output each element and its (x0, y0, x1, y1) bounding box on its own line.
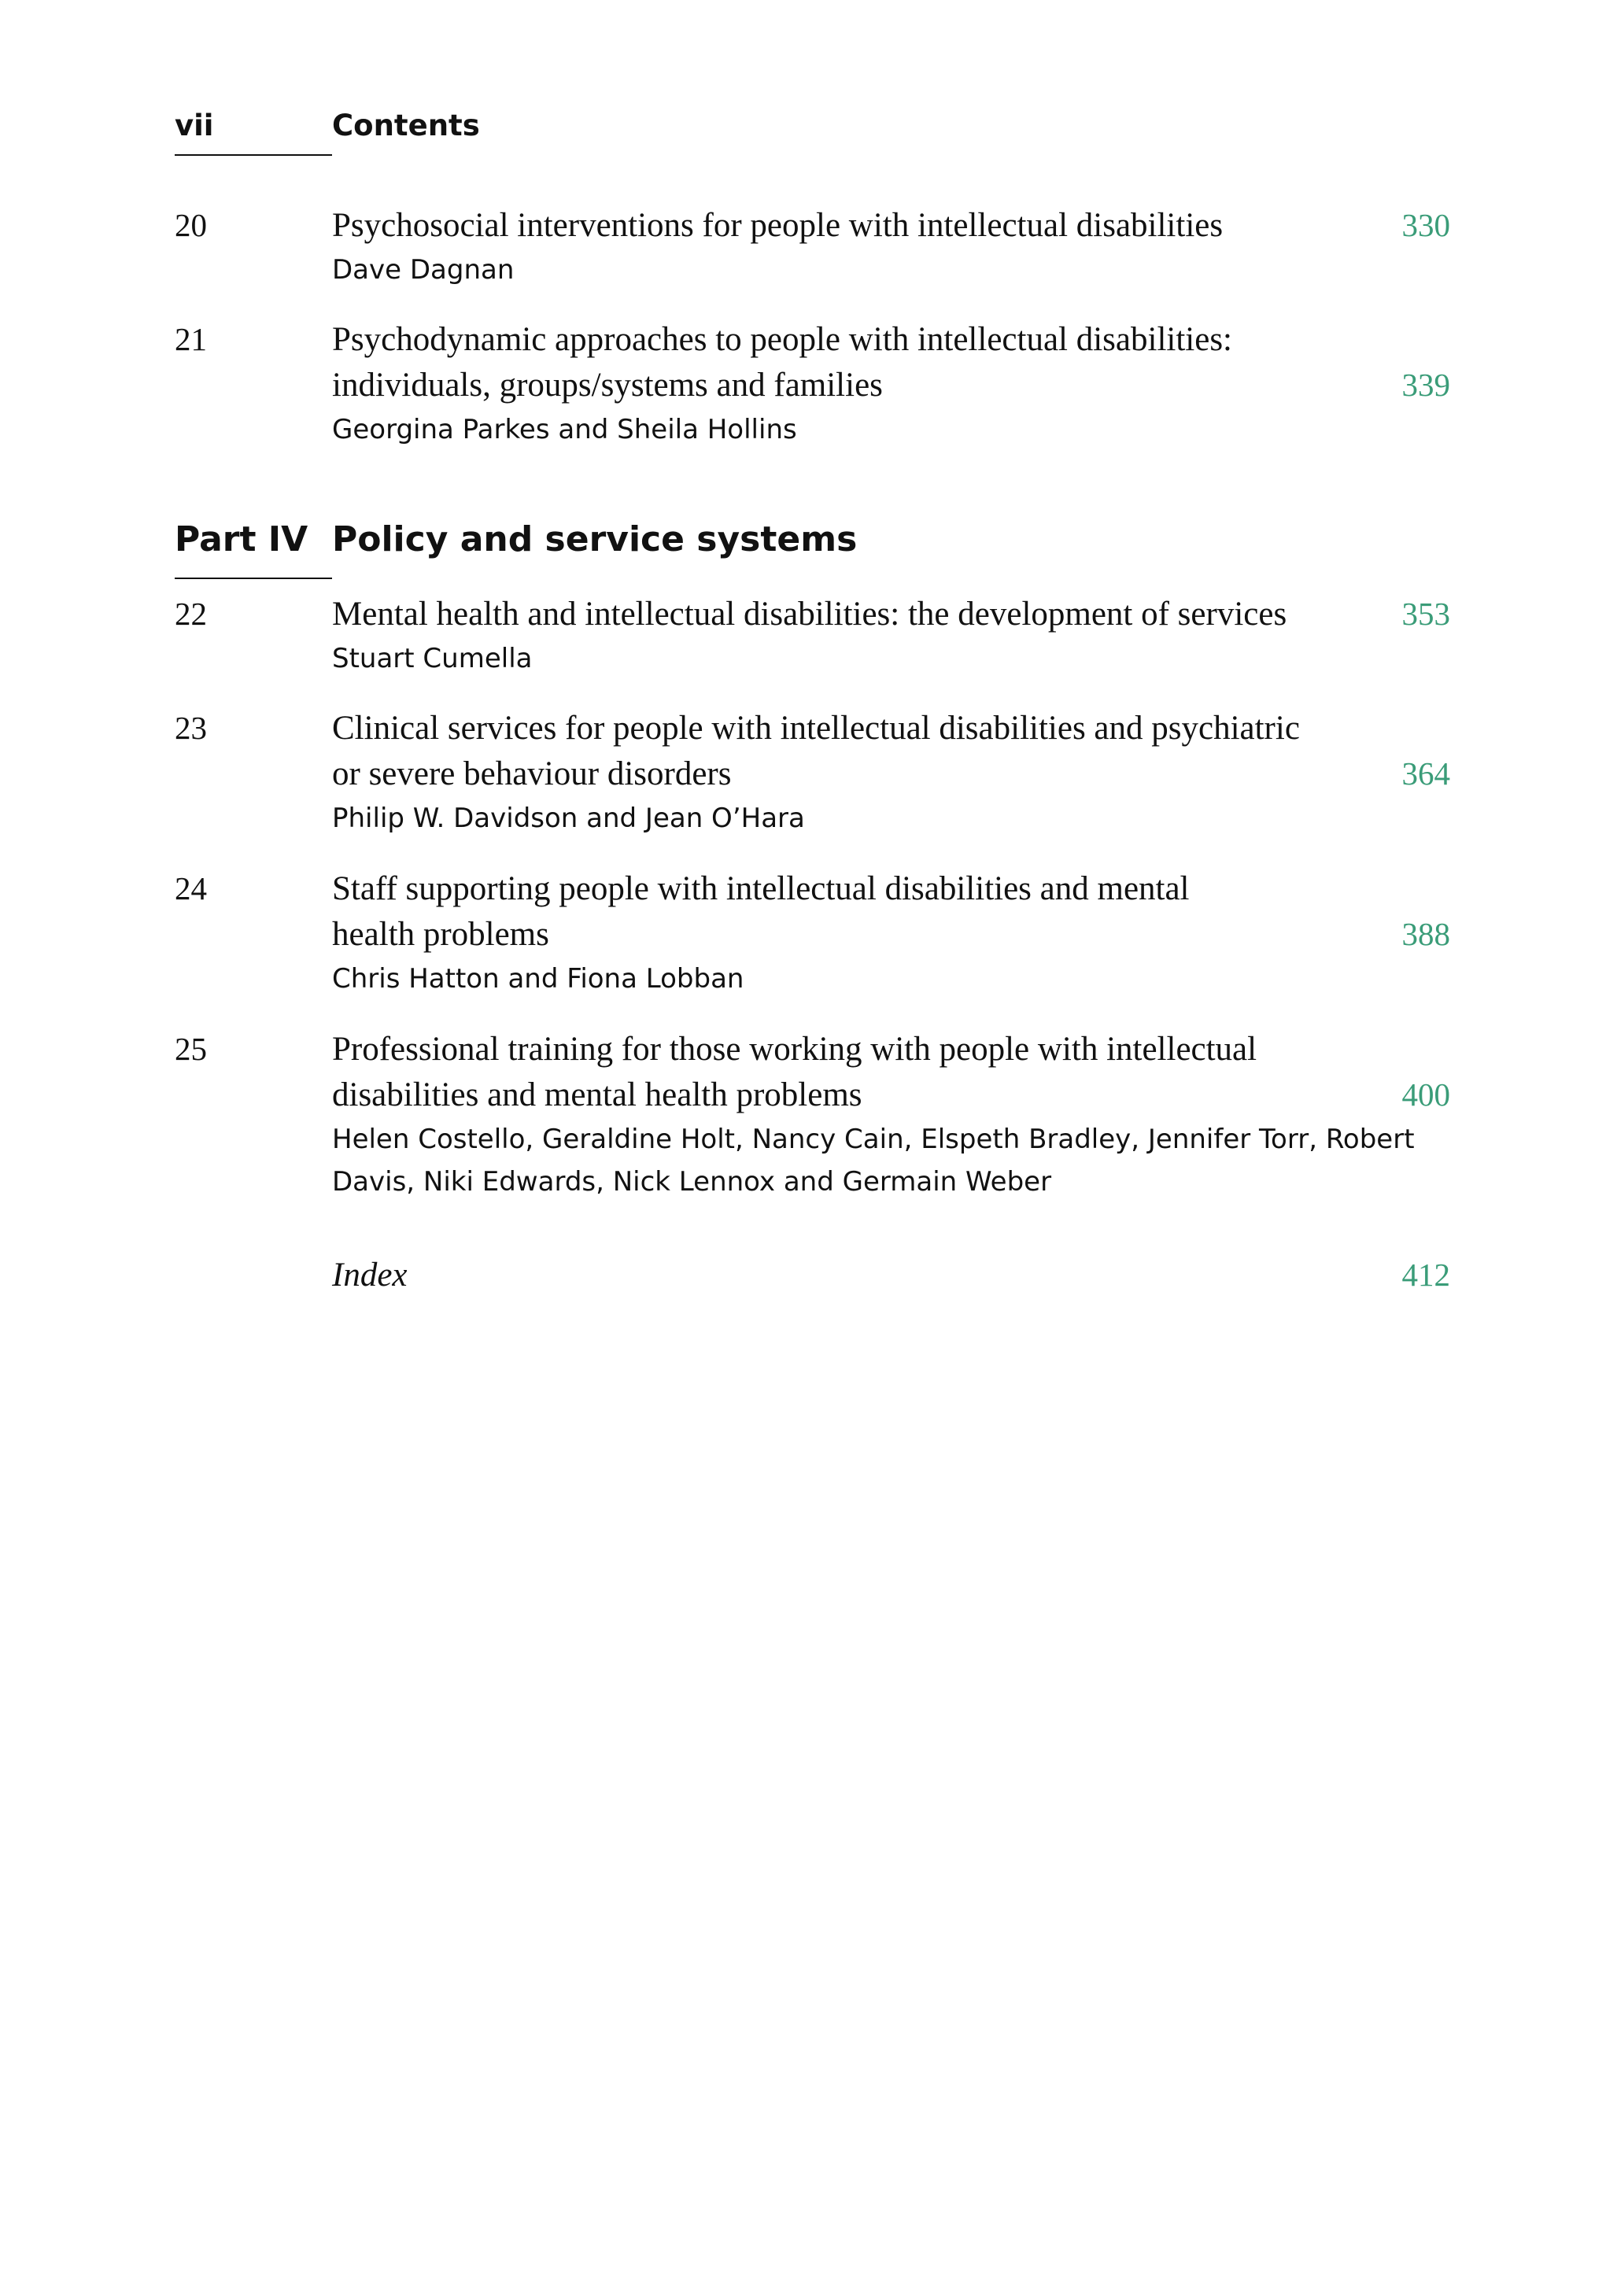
chapter-page-number[interactable]: 400 (1401, 1076, 1450, 1113)
running-page-number: vii (175, 109, 214, 142)
chapter-page-number[interactable]: 353 (1401, 596, 1450, 632)
index-label (332, 1253, 1324, 1298)
chapter-title-line: Clinical services for people with intellectual disabilities and psychiatric (332, 710, 1300, 747)
part-rule (175, 578, 332, 579)
part-title: Policy and service systems (332, 519, 858, 559)
chapter-title-line: Psychosocial interventions for people with intellectual disabilities (332, 207, 1224, 244)
chapter-number: 22 (175, 596, 207, 632)
chapter-authors (332, 797, 805, 840)
chapter-title (332, 1027, 1324, 1118)
chapter-title (332, 203, 1324, 249)
chapter-title-line: health problems (332, 916, 549, 953)
chapter-authors (332, 1118, 1415, 1203)
chapter-title (332, 317, 1324, 408)
chapter-page-number[interactable]: 364 (1401, 755, 1450, 792)
chapter-title (332, 866, 1324, 958)
chapter-title-line: or severe behaviour disorders (332, 755, 732, 792)
chapter-authors (332, 249, 514, 291)
chapter-title-line: Mental health and intellectual disabilities: the development of services (332, 596, 1287, 633)
chapter-number: 20 (175, 207, 207, 243)
index-page-number[interactable]: 412 (1401, 1257, 1450, 1293)
chapter-authors-line: Philip W. Davidson and Jean O’Hara (332, 803, 805, 834)
chapter-authors (332, 958, 744, 1000)
chapter-title-line: Staff supporting people with intellectual disabilities and mental (332, 870, 1190, 907)
chapter-title-line: Psychodynamic approaches to people with intellectual disabilities: (332, 321, 1232, 358)
chapter-authors-line: Davis, Niki Edwards, Nick Lennox and Germain Weber (332, 1166, 1052, 1198)
index-label-text: Index (332, 1257, 408, 1294)
chapter-title-line: individuals, groups/systems and families (332, 367, 883, 404)
header-rule (175, 154, 332, 156)
chapter-title-line: disabilities and mental health problems (332, 1076, 862, 1113)
part-label: Part IV (175, 519, 308, 559)
chapter-page-number[interactable]: 339 (1401, 367, 1450, 403)
chapter-authors-line: Chris Hatton and Fiona Lobban (332, 963, 744, 995)
chapter-number: 21 (175, 321, 207, 357)
chapter-title (332, 592, 1324, 637)
chapter-number: 24 (175, 870, 207, 906)
chapter-authors (332, 408, 797, 451)
chapter-authors-line: Georgina Parkes and Sheila Hollins (332, 414, 797, 445)
chapter-authors-line: Dave Dagnan (332, 254, 515, 286)
chapter-page-number[interactable]: 388 (1401, 916, 1450, 952)
chapter-authors (332, 637, 532, 680)
chapter-authors-line: Stuart Cumella (332, 643, 533, 674)
chapter-page-number[interactable]: 330 (1401, 207, 1450, 243)
chapter-number: 23 (175, 710, 207, 746)
chapter-number: 25 (175, 1031, 207, 1067)
chapter-authors-line: Helen Costello, Geraldine Holt, Nancy Cain, Elspeth Bradley, Jennifer Torr, Robert (332, 1124, 1415, 1155)
chapter-title-line: Professional training for those working with people with intellectual (332, 1031, 1257, 1068)
chapter-title (332, 706, 1324, 797)
running-title: Contents (332, 109, 480, 142)
